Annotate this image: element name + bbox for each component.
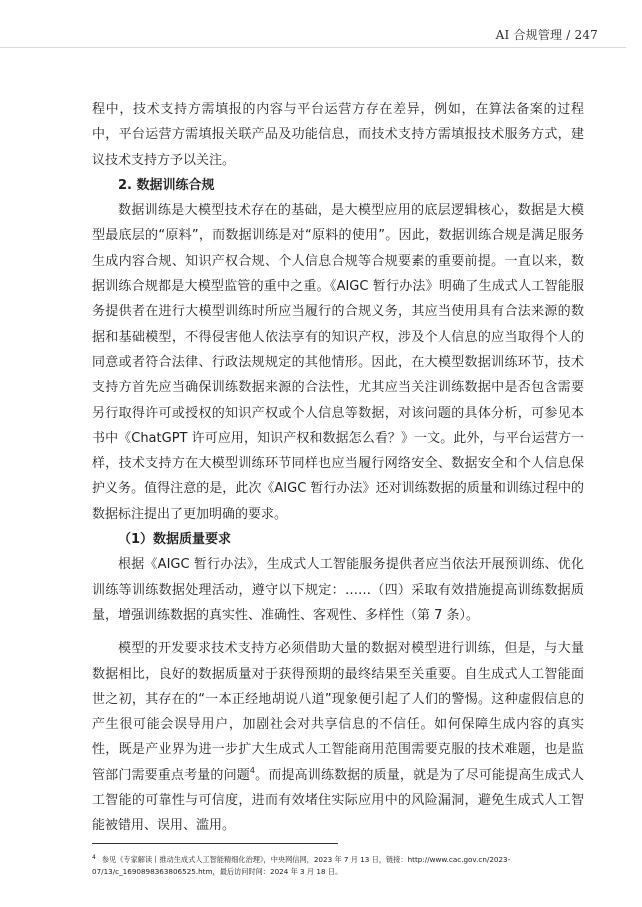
section-heading: 2. 数据训练合规 (118, 177, 215, 193)
paragraph-data-quality (92, 636, 584, 838)
paragraph-data-quality-text-b: 。而提高训练数据的质量，就是为了尽可能提高生成式人工智能的可靠性与可信度，进而有效堵住实际应用中的风险漏洞，避免生成式人工智能被错用、误用、滥用。 (92, 767, 584, 834)
continued-paragraph: 程中，技术支持方需填报的内容与平台运营方存在差异，例如，在算法备案的过程中，平台运营方需填报关联产品及功能信息，而技术支持方需填报技术服务方式，建议技术支持方予以关注。 (92, 102, 584, 168)
paragraph-data-quality-text-a: 模型的开发要求技术支持方必须借助大量的数据对模型进行训练，但是，与大量数据相比，良好的数据质量对于获得预期的最终结果至关重要。自生成式人工智能面世之初，其存在的“一本正经地胡说八道”现象便引起了人们的警惕。这种虚假信息的产生很可能会误导用户，加剧社会对共享信息的不信任。如何保障生成内容的真实性，既是产业界为进一步扩大生成式人工智能商用范围需要克服的技术难题，也是监管部门需要重点考量的问题 (92, 641, 584, 783)
running-header: AI 合规管理 / 247 (495, 28, 598, 42)
footnote (92, 852, 584, 878)
header-divider (0, 47, 626, 48)
body-text (92, 97, 584, 839)
subsection-heading: （1）数据质量要求 (118, 532, 232, 548)
paragraph-data-training: 数据训练是大模型技术存在的基础，是大模型应用的底层逻辑核心，数据是大模型最底层的“原料”，而数据训练是对“原料的使用”。因此，数据训练合规是满足服务生成内容合规、知识产权合规、个人信息合规等合规要素的重要前提。一直以来，数据训练合规都是大模型监管的重中之重。《AIGC 暂行办法》明确了生成式人工智能服务提供者在进行大模型训练时所应当履行的合规义务，其应当使用具有合法来源的数据和基础模型，不得侵害他人依法享有的知识产权，涉及个人信息的应当取得个人的同意或者符合法律、行政法规规定的其他情形。因此，在大模型数据训练环节，技术支持方首先应当确保训练数据来源的合法性，尤其应当关注训练数据中是否包含需要另行取得许可或授权的知识产权或个人信息等数据，对该问题的具体分析，可参见本书中《ChatGPT 许可应用，知识产权和数据怎么看？》一文。此外，与平台运营方一样，技术支持方在大模型训练环节同样也应当履行网络安全、数据安全和个人信息保护义务。值得注意的是，此次《AIGC 暂行办法》还对训练数据的质量和训练过程中的数据标注提出了更加明确的要求。 (92, 203, 584, 522)
footnote-text: 参见《专家解读丨推动生成式人工智能精细化治理》，中央网信网，2023 年 7 月 13 日，链接：http://www.cac.gov.cn/2023-07/13/c_1690898363806525.htm，最后访问时间：2024 年 3 月 18 日。 (92, 855, 511, 876)
footnote-mark: 4 (92, 854, 96, 861)
footnote-divider (92, 843, 338, 844)
paragraph-regulation-quote: 根据《AIGC 暂行办法》，生成式人工智能服务提供者应当依法开展预训练、优化训练等训练数据处理活动，遵守以下规定：……（四）采取有效措施提高训练数据质量，增强训练数据的真实性、准确性、客观性、多样性（第 7 条）。 (92, 557, 584, 623)
footnote-reference[interactable]: 4 (249, 765, 255, 775)
